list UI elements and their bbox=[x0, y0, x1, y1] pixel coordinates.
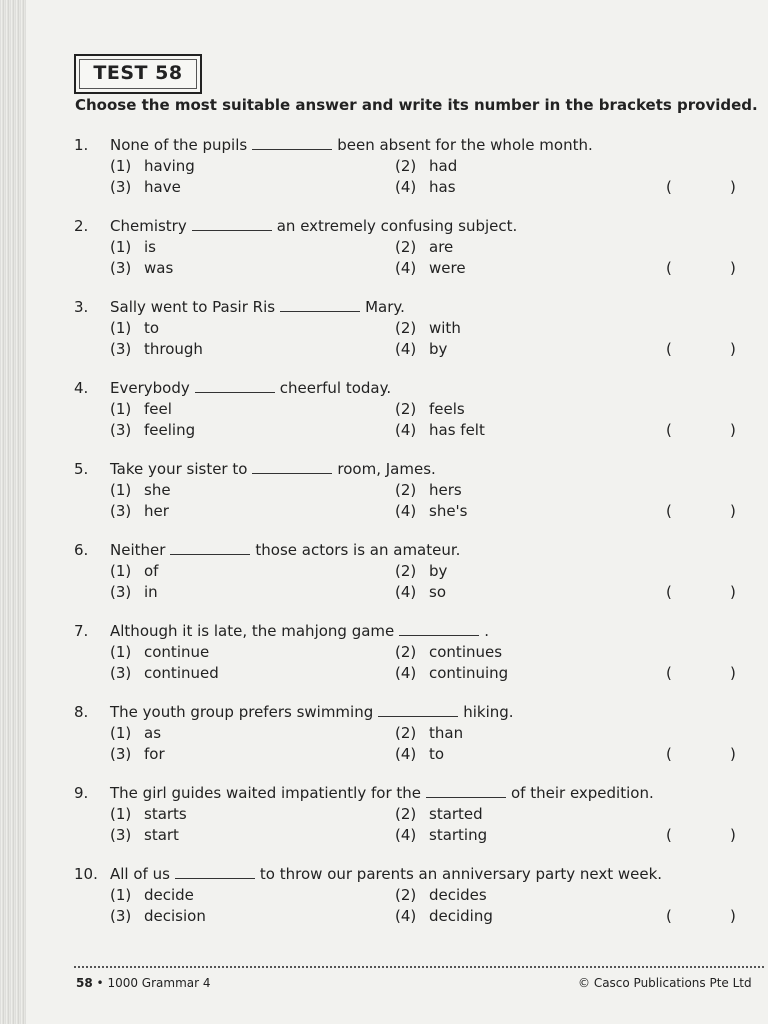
option-label: (3) bbox=[110, 259, 132, 277]
option-label: (1) bbox=[110, 319, 132, 337]
option-text: starts bbox=[144, 805, 187, 823]
page-number: 58 bbox=[76, 976, 93, 990]
stem-text-before: Sally went to Pasir Ris bbox=[110, 298, 276, 316]
answer-bracket-open[interactable]: ( bbox=[666, 907, 672, 925]
answer-option bbox=[395, 907, 493, 925]
option-text: continuing bbox=[429, 664, 509, 682]
option-text: feels bbox=[429, 400, 465, 418]
option-label: (1) bbox=[110, 724, 132, 742]
answer-bracket-open[interactable]: ( bbox=[666, 259, 672, 277]
option-text: deciding bbox=[429, 907, 493, 925]
answer-bracket-open[interactable]: ( bbox=[666, 421, 672, 439]
stem-text-before: Take your sister to bbox=[110, 460, 248, 478]
option-label: (4) bbox=[395, 664, 417, 682]
option-text: her bbox=[144, 502, 169, 520]
question-item bbox=[26, 541, 768, 611]
option-label: (3) bbox=[110, 340, 132, 358]
answer-option bbox=[110, 178, 181, 196]
option-text: continued bbox=[144, 664, 219, 682]
answer-bracket-close[interactable]: ) bbox=[730, 826, 736, 844]
answer-option bbox=[395, 583, 446, 601]
option-text: with bbox=[429, 319, 461, 337]
question-number: 7. bbox=[74, 622, 89, 640]
answer-bracket-open[interactable]: ( bbox=[666, 664, 672, 682]
question-number: 5. bbox=[74, 460, 89, 478]
option-label: (1) bbox=[110, 400, 132, 418]
option-label: (1) bbox=[110, 805, 132, 823]
answer-option bbox=[110, 805, 187, 823]
stem-text-after: cheerful today. bbox=[279, 379, 392, 397]
answer-option bbox=[395, 259, 466, 277]
option-text: starting bbox=[429, 826, 488, 844]
answer-option bbox=[110, 259, 173, 277]
answer-option bbox=[395, 178, 456, 196]
worksheet-page bbox=[26, 0, 768, 1024]
answer-bracket-open[interactable]: ( bbox=[666, 583, 672, 601]
option-text: start bbox=[144, 826, 179, 844]
answer-option bbox=[395, 340, 447, 358]
option-label: (3) bbox=[110, 664, 132, 682]
question-item bbox=[26, 217, 768, 287]
option-label: (4) bbox=[395, 340, 417, 358]
option-text: feel bbox=[144, 400, 172, 418]
stem-text-before: Although it is late, the mahjong game bbox=[110, 622, 395, 640]
option-label: (4) bbox=[395, 826, 417, 844]
question-stem bbox=[110, 136, 593, 154]
option-text: so bbox=[429, 583, 446, 601]
stem-text-before: The girl guides waited impatiently for the bbox=[110, 784, 421, 802]
option-text: decide bbox=[144, 886, 194, 904]
option-label: (2) bbox=[395, 319, 417, 337]
question-number: 4. bbox=[74, 379, 89, 397]
stem-text-before: None of the pupils bbox=[110, 136, 248, 154]
option-text: have bbox=[144, 178, 181, 196]
question-item bbox=[26, 460, 768, 530]
question-number: 1. bbox=[74, 136, 89, 154]
question-number: 2. bbox=[74, 217, 89, 235]
stem-text-after: an extremely confusing subject. bbox=[276, 217, 518, 235]
instruction-text: Choose the most suitable answer and write its number in the brackets provided. bbox=[75, 96, 758, 114]
option-label: (4) bbox=[395, 421, 417, 439]
option-text: hers bbox=[429, 481, 462, 499]
answer-option bbox=[110, 745, 165, 763]
answer-blank[interactable] bbox=[280, 299, 360, 312]
answer-bracket-close[interactable]: ) bbox=[730, 583, 736, 601]
question-stem bbox=[110, 541, 460, 559]
answer-blank[interactable] bbox=[175, 866, 255, 879]
option-text: to bbox=[429, 745, 445, 763]
answer-option bbox=[395, 562, 447, 580]
question-stem bbox=[110, 379, 391, 397]
option-text: has bbox=[429, 178, 456, 196]
answer-blank[interactable] bbox=[195, 380, 275, 393]
option-label: (3) bbox=[110, 178, 132, 196]
answer-blank[interactable] bbox=[378, 704, 458, 717]
book-binding bbox=[0, 0, 26, 1024]
stem-text-after: been absent for the whole month. bbox=[337, 136, 593, 154]
answer-blank[interactable] bbox=[426, 785, 506, 798]
question-item bbox=[26, 622, 768, 692]
stem-text-after: hiking. bbox=[463, 703, 514, 721]
answer-option bbox=[395, 664, 508, 682]
answer-option bbox=[395, 805, 483, 823]
answer-option bbox=[110, 724, 161, 742]
option-text: by bbox=[429, 562, 448, 580]
option-text: she's bbox=[429, 502, 468, 520]
option-text: was bbox=[144, 259, 174, 277]
answer-option bbox=[110, 643, 209, 661]
option-label: (3) bbox=[110, 826, 132, 844]
answer-option bbox=[395, 886, 487, 904]
answer-option bbox=[395, 502, 468, 520]
answer-bracket-close[interactable]: ) bbox=[730, 502, 736, 520]
option-label: (1) bbox=[110, 157, 132, 175]
option-label: (1) bbox=[110, 886, 132, 904]
answer-option bbox=[110, 319, 159, 337]
option-text: by bbox=[429, 340, 448, 358]
question-number: 3. bbox=[74, 298, 89, 316]
stem-text-before: The youth group prefers swimming bbox=[110, 703, 374, 721]
option-label: (2) bbox=[395, 805, 417, 823]
answer-blank[interactable] bbox=[252, 461, 332, 474]
option-label: (4) bbox=[395, 178, 417, 196]
answer-option bbox=[110, 664, 219, 682]
question-stem bbox=[110, 703, 514, 721]
stem-text-before: All of us bbox=[110, 865, 170, 883]
option-label: (4) bbox=[395, 259, 417, 277]
answer-option bbox=[395, 238, 453, 256]
option-text: had bbox=[429, 157, 458, 175]
answer-bracket-close[interactable]: ) bbox=[730, 664, 736, 682]
question-number: 6. bbox=[74, 541, 89, 559]
option-label: (3) bbox=[110, 502, 132, 520]
option-text: for bbox=[144, 745, 165, 763]
copyright-notice: © Casco Publications Pte Ltd bbox=[578, 976, 752, 990]
option-label: (2) bbox=[395, 157, 417, 175]
option-label: (2) bbox=[395, 886, 417, 904]
answer-option bbox=[110, 421, 195, 439]
option-text: decision bbox=[144, 907, 206, 925]
question-number: 8. bbox=[74, 703, 89, 721]
answer-option bbox=[395, 643, 502, 661]
option-label: (4) bbox=[395, 907, 417, 925]
answer-blank[interactable] bbox=[252, 137, 332, 150]
test-title: TEST 58 bbox=[93, 62, 183, 84]
option-text: feeling bbox=[144, 421, 196, 439]
answer-option bbox=[110, 562, 158, 580]
answer-bracket-open[interactable]: ( bbox=[666, 178, 672, 196]
answer-option bbox=[395, 481, 462, 499]
option-text: having bbox=[144, 157, 195, 175]
option-label: (2) bbox=[395, 481, 417, 499]
option-text: through bbox=[144, 340, 203, 358]
option-label: (4) bbox=[395, 502, 417, 520]
answer-option bbox=[110, 481, 171, 499]
question-stem bbox=[110, 298, 405, 316]
option-label: (2) bbox=[395, 238, 417, 256]
stem-text-before: Chemistry bbox=[110, 217, 187, 235]
book-title: 1000 Grammar 4 bbox=[107, 976, 211, 990]
answer-blank[interactable] bbox=[192, 218, 272, 231]
question-item bbox=[26, 298, 768, 368]
answer-bracket-open[interactable]: ( bbox=[666, 826, 672, 844]
answer-option bbox=[395, 421, 485, 439]
option-text: of bbox=[144, 562, 159, 580]
option-text: were bbox=[429, 259, 466, 277]
question-item bbox=[26, 379, 768, 449]
answer-option bbox=[110, 886, 194, 904]
answer-bracket-close[interactable]: ) bbox=[730, 340, 736, 358]
option-label: (1) bbox=[110, 481, 132, 499]
stem-text-after: those actors is an amateur. bbox=[255, 541, 461, 559]
stem-text-after: room, James. bbox=[337, 460, 436, 478]
stem-text-before: Everybody bbox=[110, 379, 190, 397]
option-text: are bbox=[429, 238, 454, 256]
answer-option bbox=[395, 826, 487, 844]
answer-option bbox=[110, 907, 206, 925]
option-text: continues bbox=[429, 643, 503, 661]
answer-bracket-close[interactable]: ) bbox=[730, 178, 736, 196]
stem-text-after: Mary. bbox=[365, 298, 405, 316]
answer-option bbox=[110, 400, 172, 418]
option-label: (3) bbox=[110, 745, 132, 763]
option-text: has felt bbox=[429, 421, 485, 439]
answer-option bbox=[110, 238, 156, 256]
answer-option bbox=[395, 724, 463, 742]
answer-option bbox=[110, 502, 169, 520]
option-text: she bbox=[144, 481, 171, 499]
question-stem bbox=[110, 217, 517, 235]
option-label: (2) bbox=[395, 562, 417, 580]
answer-option bbox=[110, 826, 179, 844]
option-label: (3) bbox=[110, 421, 132, 439]
answer-blank[interactable] bbox=[399, 623, 479, 636]
footer-divider bbox=[74, 966, 764, 968]
answer-option bbox=[395, 745, 444, 763]
question-number: 10. bbox=[74, 865, 98, 883]
answer-bracket-close[interactable]: ) bbox=[730, 745, 736, 763]
option-label: (1) bbox=[110, 643, 132, 661]
answer-bracket-open[interactable]: ( bbox=[666, 745, 672, 763]
question-item bbox=[26, 136, 768, 206]
question-stem bbox=[110, 865, 662, 883]
question-stem bbox=[110, 784, 654, 802]
option-text: to bbox=[144, 319, 160, 337]
option-text: started bbox=[429, 805, 483, 823]
option-label: (2) bbox=[395, 724, 417, 742]
footer-book-info bbox=[76, 976, 211, 990]
stem-text-after: to throw our parents an anniversary party next week. bbox=[259, 865, 663, 883]
answer-bracket-close[interactable]: ) bbox=[730, 907, 736, 925]
test-title-box bbox=[74, 54, 202, 94]
answer-option bbox=[110, 157, 195, 175]
stem-text-before: Neither bbox=[110, 541, 166, 559]
option-label: (4) bbox=[395, 745, 417, 763]
option-label: (2) bbox=[395, 643, 417, 661]
answer-blank[interactable] bbox=[170, 542, 250, 555]
option-label: (3) bbox=[110, 583, 132, 601]
option-text: continue bbox=[144, 643, 210, 661]
question-number: 9. bbox=[74, 784, 89, 802]
answer-bracket-open[interactable]: ( bbox=[666, 340, 672, 358]
option-text: than bbox=[429, 724, 464, 742]
option-label: (1) bbox=[110, 562, 132, 580]
option-label: (1) bbox=[110, 238, 132, 256]
option-label: (4) bbox=[395, 583, 417, 601]
option-text: decides bbox=[429, 886, 487, 904]
option-label: (3) bbox=[110, 907, 132, 925]
option-text: as bbox=[144, 724, 162, 742]
question-stem bbox=[110, 460, 436, 478]
answer-option bbox=[110, 583, 158, 601]
option-text: in bbox=[144, 583, 158, 601]
answer-option bbox=[395, 319, 461, 337]
question-item bbox=[26, 784, 768, 854]
answer-bracket-open[interactable]: ( bbox=[666, 502, 672, 520]
stem-text-after: . bbox=[484, 622, 490, 640]
question-item bbox=[26, 703, 768, 773]
answer-bracket-close[interactable]: ) bbox=[730, 421, 736, 439]
answer-option bbox=[110, 340, 203, 358]
answer-option bbox=[395, 157, 457, 175]
question-item bbox=[26, 865, 768, 935]
option-label: (2) bbox=[395, 400, 417, 418]
answer-bracket-close[interactable]: ) bbox=[730, 259, 736, 277]
question-stem bbox=[110, 622, 489, 640]
answer-option bbox=[395, 400, 465, 418]
footer-separator: • bbox=[96, 976, 104, 990]
option-text: is bbox=[144, 238, 156, 256]
stem-text-after: of their expedition. bbox=[511, 784, 654, 802]
